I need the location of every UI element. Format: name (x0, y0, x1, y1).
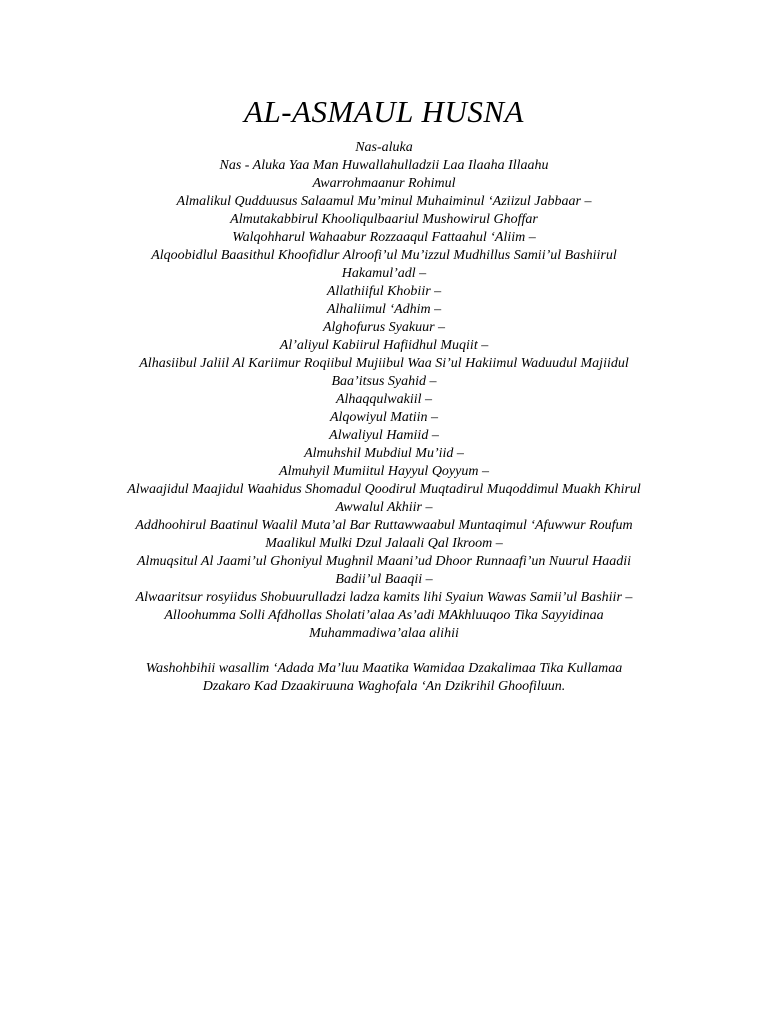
text-line: Alhaliimul ‘Adhim – (326, 302, 442, 317)
text-line: Alhaqqulwakiil – (335, 392, 433, 407)
text-line: Almuqsitul Al Jaami’ul Ghoniyul Mughnil Maani’ud Dhoor Runnaafi’un Nuurul Haadii (137, 554, 631, 569)
text-line: Nas-aluka (355, 140, 413, 155)
text-line: Almuhshil Mubdiul Mu’iid – (304, 446, 464, 461)
text-line: Walqohharul Wahaabur Rozzaaqul Fattaahul ‘Aliim – (232, 230, 536, 245)
text-line: Muhammadiwa’alaa alihii (309, 626, 459, 641)
text-line: Addhoohirul Baatinul Waalil Muta’al Bar Ruttawwaabul Muntaqimul ‘Afuwwur Roufum (135, 518, 633, 533)
text-line: Alqoobidlul Baasithul Khoofidlur Alroofi’ul Mu’izzul Mudhillus Samii’ul Bashiirul (151, 248, 617, 263)
text-line: Baa’itsus Syahid – (331, 374, 437, 389)
text-line: Almalikul Qudduusus Salaamul Mu’minul Muhaiminul ‘Aziizul Jabbaar – (176, 194, 592, 209)
text-line: Alwaajidul Maajidul Waahidus Shomadul Qoodirul Muqtadirul Muqoddimul Muakh Khirul (127, 482, 641, 497)
text-line: Alwaaritsur rosyiidus Shobuurulladzi ladza kamits lihi Syaiun Wawas Samii’ul Bashiir – (135, 590, 633, 605)
text-line: Badii’ul Baaqii – (335, 572, 433, 587)
text-line: Alwaliyul Hamiid – (329, 428, 439, 443)
text-line: Awarrohmaanur Rohimul (312, 176, 456, 191)
closing-paragraph (84, 660, 684, 696)
text-line: Dzakaro Kad Dzaakiruuna Waghofala ‘An Dzikrihil Ghoofiluun. (202, 679, 566, 694)
text-line: Awwalul Akhiir – (335, 500, 433, 515)
text-line: Washohbihii wasallim ‘Adada Ma’luu Maatika Wamidaa Dzakalimaa Tika Kullamaa (145, 661, 623, 676)
text-line: Al’aliyul Kabiirul Hafiidhul Muqiit – (279, 338, 489, 353)
text-line: Hakamul’adl – (341, 266, 427, 281)
text-line: Alloohumma Solli Afdhollas Sholati’alaa As’adi MAkhluuqoo Tika Sayyidinaa (164, 608, 604, 623)
text-line: Alhasiibul Jaliil Al Kariimur Roqiibul Mujiibul Waa Si’ul Hakiimul Waduudul Majiidul (139, 356, 629, 371)
text-line: Allathiiful Khobiir – (326, 284, 442, 299)
text-line: Almutakabbirul Khooliqulbaariul Mushowirul Ghoffar (230, 212, 538, 227)
text-line: Nas - Aluka Yaa Man Huwallahulladzii Laa Ilaaha Illaahu (219, 158, 549, 173)
text-line: Maalikul Mulki Dzul Jalaali Qal Ikroom – (265, 536, 503, 551)
page-title: AL-ASMAUL HUSNA (244, 94, 524, 129)
text-line: Alghofurus Syakuur – (322, 320, 446, 335)
text-line: Alqowiyul Matiin – (329, 410, 439, 425)
text-line: Almuhyil Mumiitul Hayyul Qoyyum – (279, 464, 489, 479)
names-list (84, 139, 684, 643)
